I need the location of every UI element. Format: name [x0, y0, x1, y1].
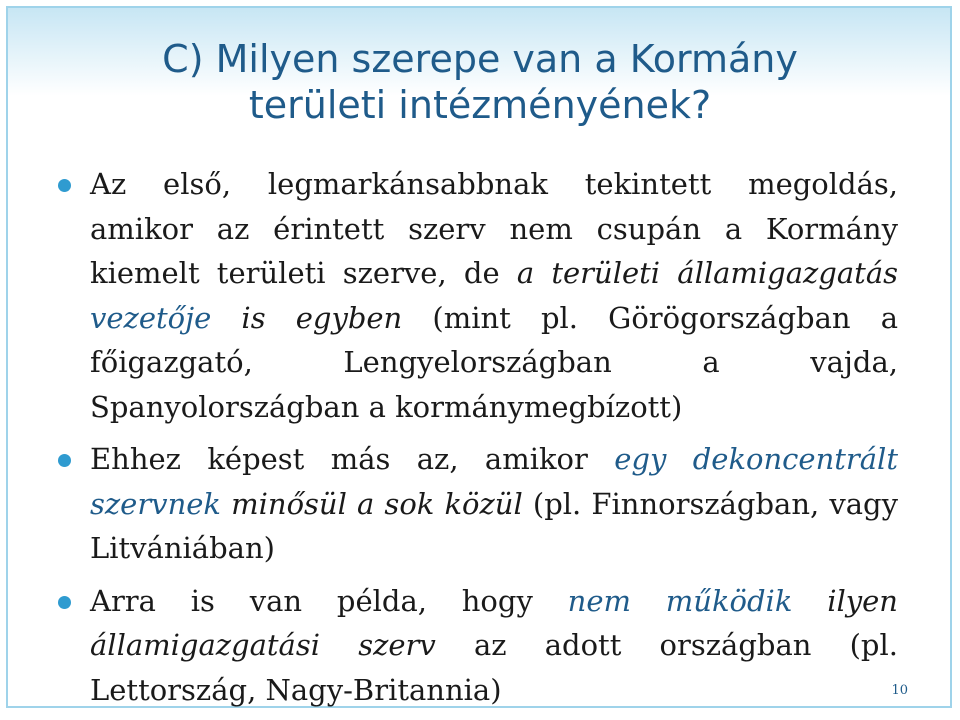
bullet-3-text-3: ilyen államigazgatási szerv: [90, 583, 898, 662]
bullet-1-text-1: Az első, legmarkánsabbnak tekintett megoldás, amikor az érintett szerv nem csupán a Kormány kiemelt területi szerve, de: [90, 167, 898, 290]
bullet-1-text-5: (mint pl. Görögországban a főigazgató, Lengyelországban a vajda, Spanyolországban a kormánymegbízott): [90, 300, 898, 424]
bullet-2-text-3: minősül a sok közül: [220, 486, 523, 521]
bullet-dot-icon: [58, 596, 71, 609]
bullet-1-text-2: a területi államigazgatás: [516, 256, 898, 290]
bullet-3-emphasis: nem működik: [567, 583, 793, 618]
bullet-1-emphasis: vezetője: [90, 300, 212, 335]
bullet-dot-icon: [58, 454, 71, 467]
bullet-item-3: [58, 579, 898, 713]
bullet-item-2: [58, 437, 898, 571]
bullet-item-1: [58, 162, 898, 429]
bullet-dot-icon: [58, 179, 71, 192]
title-line-1: C) Milyen szerepe van a Kormány: [162, 37, 798, 81]
page-number: 10: [891, 683, 908, 698]
bullet-3-text-1: Arra is van példa, hogy: [90, 583, 568, 618]
bullet-3-text-4: az adott országban (pl. Lettország, Nagy-Britannia): [90, 628, 898, 707]
bullet-1-text-4: is egyben: [211, 300, 403, 335]
bullet-2-text-4: (pl. Finnországban, vagy Litvániában): [90, 486, 898, 565]
slide-title: [40, 36, 920, 128]
title-line-2: területi intézményének?: [248, 83, 712, 127]
bullet-2-text-1: Ehhez képest más az, amikor: [90, 442, 615, 476]
bullet-2-emphasis: egy dekoncentrált szervnek: [90, 442, 898, 521]
bullet-list: [58, 162, 898, 720]
